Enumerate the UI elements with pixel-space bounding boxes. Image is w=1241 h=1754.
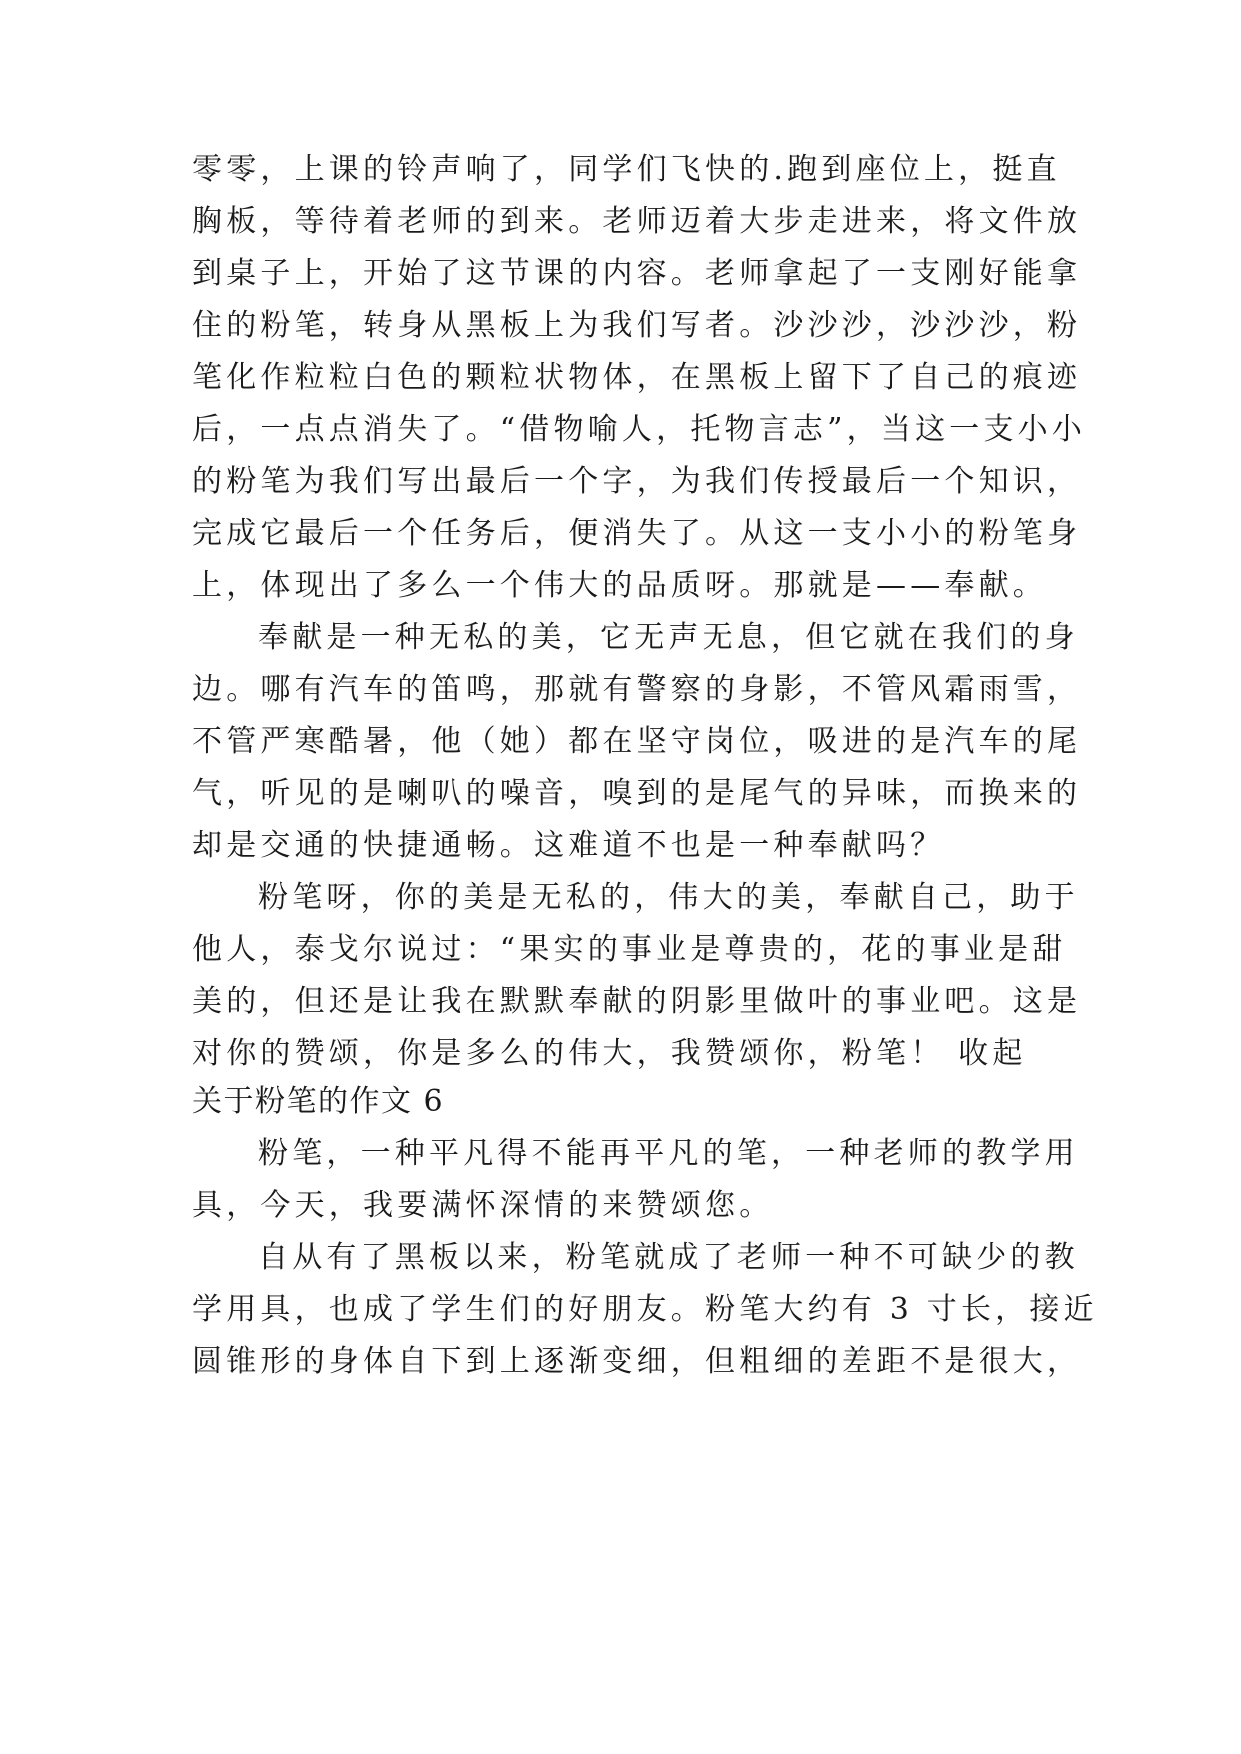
text-line: 不管严寒酷暑，他（她）都在坚守岗位，吸进的是汽车的尾 (192, 724, 1082, 759)
text-line: 美的，但还是让我在默默奉献的阴影里做叶的事业吧。这是 (192, 984, 1082, 1019)
text-line: 却是交通的快捷通畅。这难道不也是一种奉献吗？ (192, 828, 945, 863)
text-line: 住的粉笔，转身从黑板上为我们写者。沙沙沙，沙沙沙，粉 (192, 308, 1082, 343)
text-line: 对你的赞颂，你是多么的伟大，我赞颂你，粉笔！ 收起 (192, 1036, 1027, 1071)
text-line: 的粉笔为我们写出最后一个字，为我们传授最后一个知识， (192, 464, 1082, 499)
text-line: 后，一点点消失了。“借物喻人，托物言志”，当这一支小小 (192, 412, 1087, 447)
text-line: 圆锥形的身体自下到上逐渐变细，但粗细的差距不是很大， (192, 1344, 1082, 1379)
text-line: 学用具，也成了学生们的好朋友。粉笔大约有 3 寸长，接近 (192, 1292, 1098, 1327)
paragraph-start-line: 自从有了黑板以来，粉笔就成了老师一种不可缺少的教 (258, 1240, 1079, 1275)
paragraph-start-line: 奉献是一种无私的美，它无声无息，但它就在我们的身 (258, 620, 1079, 655)
text-line: 他人，泰戈尔说过：“果实的事业是尊贵的，花的事业是甜 (192, 932, 1067, 967)
text-line: 上，体现出了多么一个伟大的品质呀。那就是——奉献。 (192, 568, 1047, 603)
paragraph-start-line: 粉笔呀，你的美是无私的，伟大的美，奉献自己，助于 (258, 880, 1079, 915)
section-heading: 关于粉笔的作文 6 (192, 1084, 445, 1119)
text-line: 到桌子上，开始了这节课的内容。老师拿起了一支刚好能拿 (192, 256, 1082, 291)
text-line: 完成它最后一个任务后，便消失了。从这一支小小的粉笔身 (192, 516, 1082, 551)
text-line: 具，今天，我要满怀深情的来赞颂您。 (192, 1188, 774, 1223)
text-line: 胸板，等待着老师的到来。老师迈着大步走进来，将文件放 (192, 204, 1082, 239)
text-line: 笔化作粒粒白色的颗粒状物体，在黑板上留下了自己的痕迹 (192, 360, 1082, 395)
text-line: 边。哪有汽车的笛鸣，那就有警察的身影，不管风霜雨雪， (192, 672, 1082, 707)
paragraph-start-line: 粉笔，一种平凡得不能再平凡的笔，一种老师的教学用 (258, 1136, 1079, 1171)
text-line: 气，听见的是喇叭的噪音，嗅到的是尾气的异味，而换来的 (192, 776, 1082, 811)
text-line: 零零，上课的铃声响了，同学们飞快的.跑到座位上，挺直 (192, 152, 1061, 187)
